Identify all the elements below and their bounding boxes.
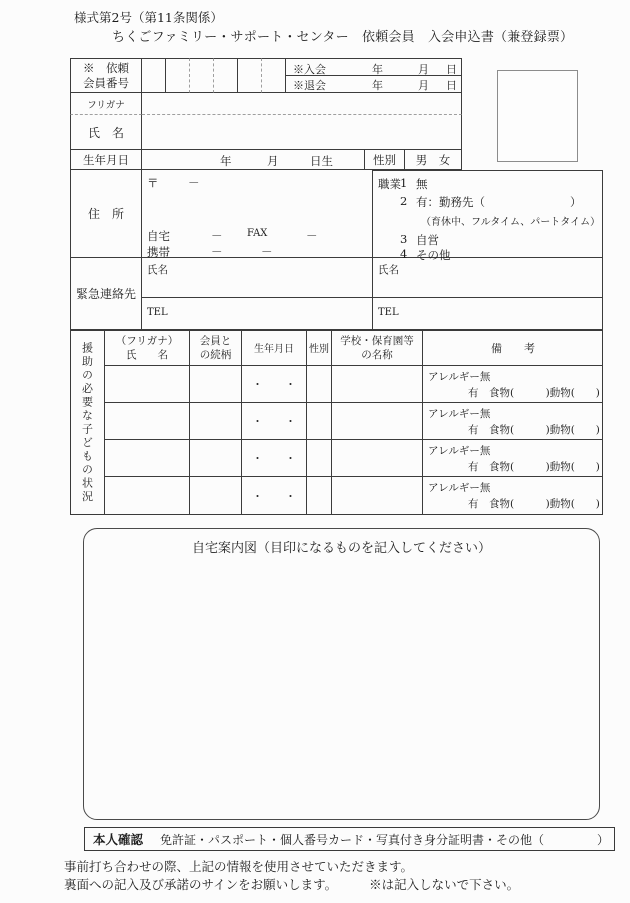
identity-check-options: 免許証・パスポート・個人番号カード・写真付き身分証明書・その他（	[160, 832, 545, 847]
child-4-birth-field[interactable]: ・ ・	[242, 477, 307, 515]
children-header-birth: 生年月日	[242, 330, 307, 366]
child-1-birth-field[interactable]: ・ ・	[242, 366, 307, 403]
mobile-label: 携帯	[147, 245, 170, 259]
member-number-box-4[interactable]	[214, 58, 238, 93]
occupation-opt4-num[interactable]: 4	[400, 247, 408, 261]
mobile-dash-1: －	[211, 245, 223, 259]
join-date-row[interactable]	[286, 58, 462, 76]
emergency-name-field-2[interactable]	[373, 258, 603, 298]
join-day-label: 日	[446, 63, 457, 76]
sex-label: 性別	[365, 150, 405, 170]
child-3-name-field[interactable]	[105, 440, 190, 477]
member-number-label: ※ 依頼 会員番号	[70, 58, 142, 93]
occupation-opt2-num[interactable]: 2	[400, 194, 408, 208]
occupation-label: 職業	[378, 177, 401, 191]
children-header-relation: 会員と の続柄	[190, 330, 242, 366]
emergency-tel-label-2: TEL	[378, 307, 399, 318]
emergency-label: 緊急連絡先	[70, 258, 142, 330]
mobile-dash-2: －	[261, 245, 273, 259]
join-month-label: 月	[418, 63, 429, 76]
child-1-name-field[interactable]	[105, 366, 190, 403]
child-3-relation-field[interactable]	[190, 440, 242, 477]
child-3-sex-field[interactable]	[307, 440, 332, 477]
child-4-remarks-field[interactable]: アレルギー無 有 食物( )動物( )	[428, 482, 600, 510]
birth-year-label: 年	[220, 154, 232, 168]
emergency-name-field-1[interactable]	[142, 258, 373, 298]
withdraw-date-row[interactable]	[286, 76, 462, 93]
photo-box	[497, 70, 578, 162]
identity-check-close-paren: ）	[596, 832, 609, 847]
home-phone-dash: －	[211, 229, 223, 243]
occupation-opt4[interactable]: その他	[416, 248, 451, 262]
join-year-label: 年	[372, 63, 383, 76]
occupation-opt1-num[interactable]: 1	[400, 176, 408, 190]
child-2-relation-field[interactable]	[190, 403, 242, 440]
occupation-opt3-num[interactable]: 3	[400, 232, 408, 246]
name-field[interactable]	[142, 115, 462, 150]
birth-month-label: 月	[267, 154, 279, 168]
birthdate-label: 生年月日	[70, 150, 142, 170]
withdraw-month-label: 月	[418, 79, 429, 92]
emergency-name-label-2: 氏名	[378, 264, 399, 276]
postal-dash: －	[188, 176, 200, 190]
occupation-opt2-close: ）	[570, 195, 582, 209]
birth-day-label: 日生	[310, 154, 333, 168]
member-number-box-6[interactable]	[262, 58, 286, 93]
occupation-opt2[interactable]: 有：勤務先（	[416, 195, 485, 209]
child-2-name-field[interactable]	[105, 403, 190, 440]
footer-note-1: 事前打ち合わせの際、上記の情報を使用させていただきます。	[64, 859, 414, 874]
children-header-remarks: 備 考	[423, 330, 603, 366]
child-4-sex-field[interactable]	[307, 477, 332, 515]
home-phone-label: 自宅	[147, 229, 170, 243]
address-label: 住 所	[70, 170, 142, 258]
form-number: 様式第2号（第11条関係）	[74, 10, 223, 25]
occupation-opt3[interactable]: 自営	[416, 233, 439, 247]
member-number-box-2[interactable]	[166, 58, 190, 93]
withdraw-year-label: 年	[372, 79, 383, 92]
identity-check-box	[84, 827, 615, 851]
furigana-label: フリガナ	[70, 93, 142, 115]
child-2-remarks-field[interactable]: アレルギー無 有 食物( )動物( )	[423, 403, 603, 440]
child-3-school-field[interactable]	[332, 440, 423, 477]
postal-mark: 〒	[147, 176, 159, 190]
child-1-school-field[interactable]	[332, 366, 423, 403]
child-2-birth-field[interactable]: ・ ・	[242, 403, 307, 440]
birthdate-field[interactable]	[142, 150, 365, 170]
address-field[interactable]	[142, 170, 373, 258]
fax-label: FAX	[247, 228, 268, 239]
footer-note-2	[64, 875, 519, 893]
footer-note-2-text: 裏面への記入及び承諾のサインをお願いします。	[64, 877, 338, 892]
member-number-box-5[interactable]	[238, 58, 262, 93]
children-header-name: （フリガナ） 氏 名	[105, 330, 190, 366]
children-header-sex: 性別	[307, 330, 332, 366]
identity-check-label: 本人確認	[93, 832, 144, 847]
emergency-tel-label-1: TEL	[147, 307, 168, 318]
occupation-cell	[373, 170, 603, 262]
emergency-name-label-1: 氏名	[147, 264, 168, 276]
child-4-school-field[interactable]	[332, 477, 423, 515]
withdraw-day-label: 日	[446, 79, 457, 92]
home-map-title: 自宅案内図（目印になるものを記入してください）	[191, 541, 491, 556]
furigana-field[interactable]	[142, 93, 462, 115]
child-3-birth-field[interactable]: ・ ・	[242, 440, 307, 477]
child-2-sex-field[interactable]	[307, 403, 332, 440]
member-number-box-1[interactable]	[142, 58, 166, 93]
sex-options[interactable]: 男 女	[405, 150, 462, 170]
child-1-relation-field[interactable]	[190, 366, 242, 403]
occupation-opt2-note: （育休中、フルタイム、パートタイム）	[421, 217, 601, 228]
page-title: ちくごファミリー・サポート・センター 依頼会員 入会申込書（兼登録票）	[112, 30, 574, 45]
child-1-sex-field[interactable]	[307, 366, 332, 403]
home-map-area[interactable]	[83, 528, 600, 820]
child-4-relation-field[interactable]	[190, 477, 242, 515]
emergency-tel-field-2[interactable]	[373, 298, 603, 330]
emergency-tel-field-1[interactable]	[142, 298, 373, 330]
fax-dash: －	[306, 229, 318, 243]
child-1-remarks-field[interactable]: アレルギー無 有 食物( )動物( )	[423, 366, 603, 403]
occupation-opt1[interactable]: 無	[416, 177, 428, 191]
child-3-remarks-field[interactable]: アレルギー無 有 食物( )動物( )	[423, 440, 603, 477]
member-number-box-3[interactable]	[190, 58, 214, 93]
child-4-name-field[interactable]	[105, 477, 190, 515]
name-label: 氏 名	[70, 115, 142, 150]
children-header-school: 学校・保育園等 の名称	[332, 330, 423, 366]
join-label: ※入会	[293, 63, 326, 76]
withdraw-label: ※退会	[293, 79, 326, 92]
child-2-school-field[interactable]	[332, 403, 423, 440]
children-side-label: 援助の必要な子どもの状況	[70, 330, 105, 515]
footer-note-2-warning: ※は記入しないで下さい。	[369, 877, 520, 892]
